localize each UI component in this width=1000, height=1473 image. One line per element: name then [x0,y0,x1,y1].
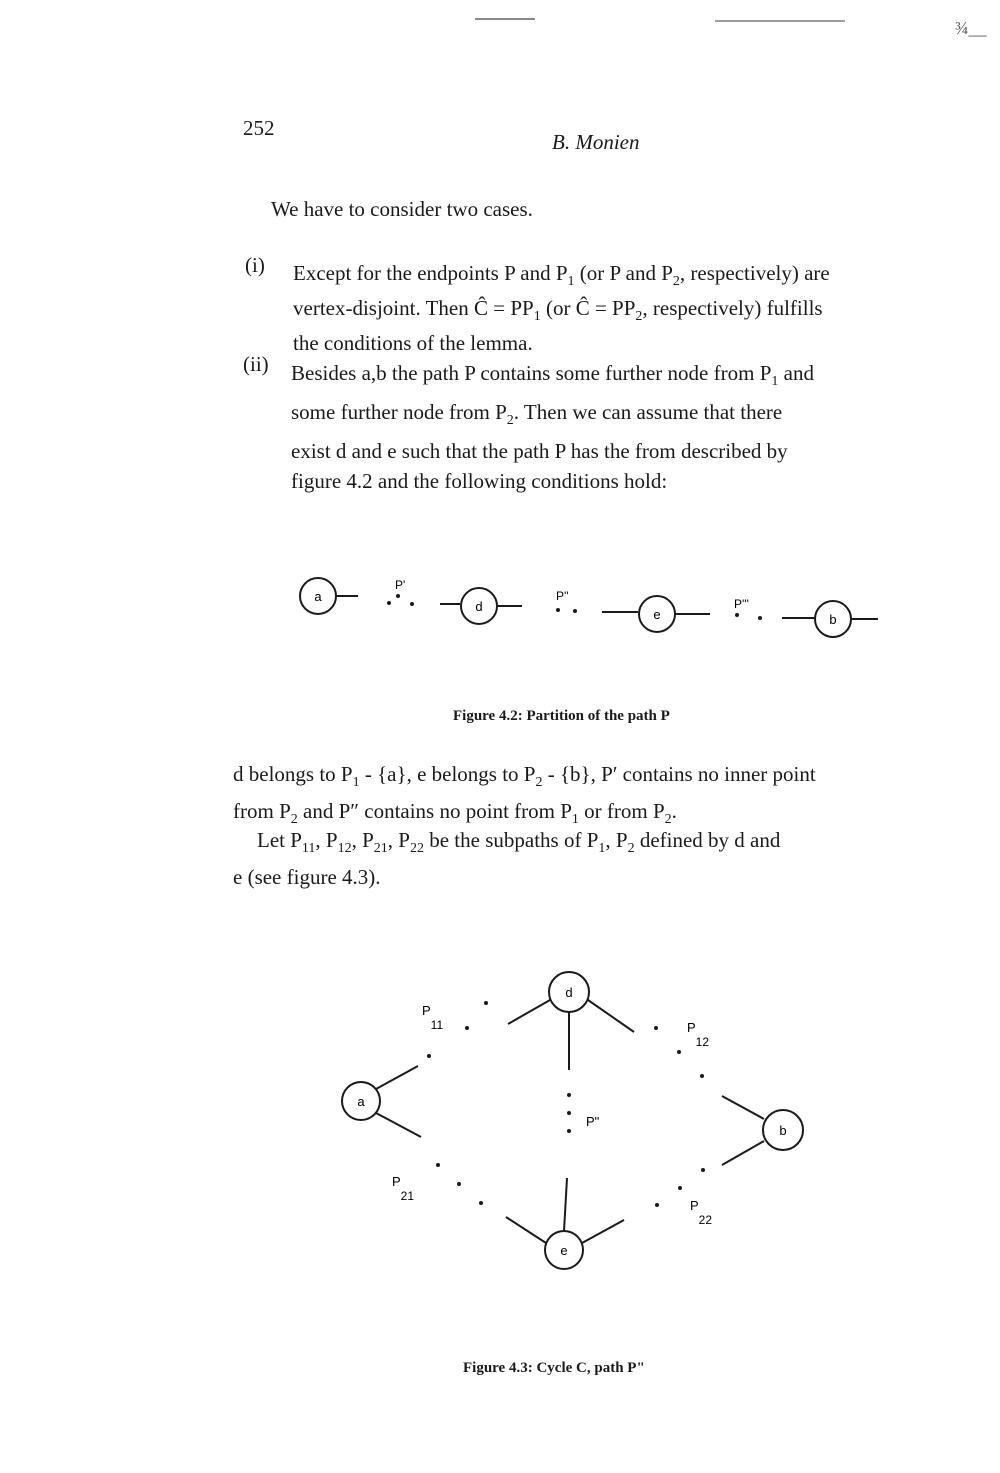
conditions-line-1: d belongs to $P_1 - \{a\}$, e belongs to $P_2 - \{b\}$, P′ contains no inner point [233,762,816,790]
scan-artifact-right [715,20,845,22]
path-p22-label: P22 [690,1198,713,1227]
figure-4-3-caption: Figure 4.3: Cycle C, path P" [463,1360,645,1376]
case-i-line-3: the conditions of the lemma. [293,331,533,355]
node-d-label: d [565,985,573,1000]
path-p-double-prime-label: P'' [556,589,569,603]
path-p11-label: P11 [422,1003,444,1032]
node-d-label: d [475,599,483,614]
figure-4-3 [330,960,820,1280]
node-a-label: a [357,1094,365,1109]
let-line-1: Let $P_{11}$, $P_{12}$, $P_{21}$, $P_{22}$ be the subpaths of $P_1$, $P_2$ defined by d and [257,828,781,856]
path-p-double-prime-label: P" [586,1114,600,1129]
path-p12-label: P12 [687,1020,710,1049]
conditions-paragraph [233,760,938,834]
case-ii-line-3: exist d and e such that the path P has the from described by [291,439,788,463]
case-ii-line-2: some further node from $P_2$. Then we can assume that there [291,400,783,428]
node-e-label: e [653,607,661,622]
case-ii-marker: (ii) [243,352,269,376]
path-p21-label: P21 [392,1174,415,1203]
intro-sentence: We have to consider two cases. [271,197,533,221]
conditions-line-2: from $P_2$ and P″ contains no point from $P_1$ or from $P_2$. [233,799,677,827]
case-i-text [293,260,948,356]
page-number: 252 [243,116,275,140]
node-b-label: b [779,1123,787,1138]
case-ii-line-4: figure 4.2 and the following conditions hold: [291,469,668,493]
node-b-label: b [829,612,837,627]
figure-4-2 [290,570,890,640]
node-a-label: a [314,589,322,604]
let-paragraph [233,826,938,891]
figure-4-2-caption: Figure 4.2: Partition of the path P [453,708,670,724]
case-i-marker: (i) [245,253,265,277]
case-ii-text [291,358,941,496]
scan-artifact-left [475,18,535,20]
let-line-2: e (see figure 4.3). [233,865,381,889]
running-head-author: B. Monien [552,130,640,154]
corner-mark: ¾__ [955,18,987,38]
node-e-label: e [560,1243,568,1258]
path-p-prime-label: P' [395,578,406,592]
path-p-triple-prime-label: P''' [734,597,749,611]
case-i-line-2: vertex-disjoint. Then Ĉ = $PP_1$ (or Ĉ = $PP_2$, respectively) fulfills [293,296,823,324]
case-i-line-1: Except for the endpoints P and $P_1$ (or P and $P_2$, respectively) are [293,261,830,289]
case-ii-line-1: Besides a,b the path P contains some further node from $P_1$ and [291,361,814,389]
